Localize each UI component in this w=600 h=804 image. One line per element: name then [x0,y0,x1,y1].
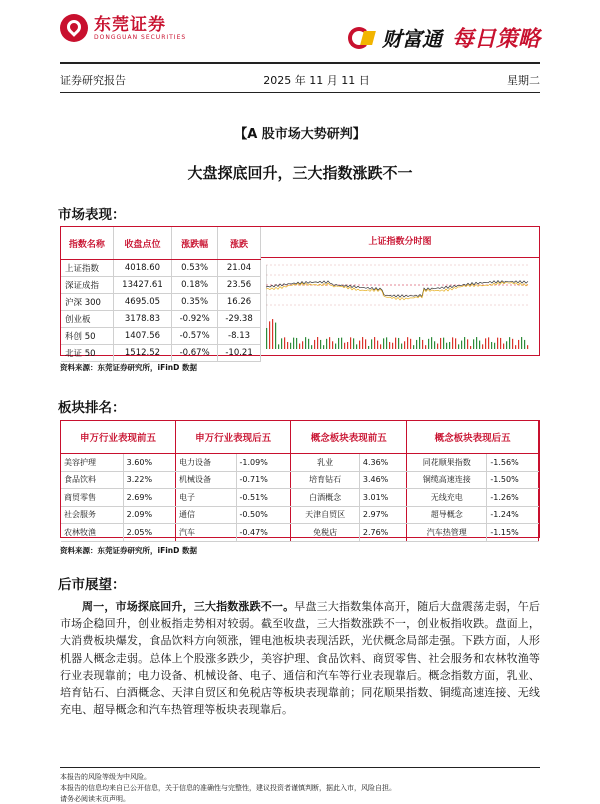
volume-bar [362,337,363,349]
volume-bar [332,341,333,349]
volume-bar [392,343,393,349]
volume-bar [491,342,492,349]
volume-bar [386,337,387,349]
volume-bar [398,338,399,349]
index-cell: 0.18% [172,277,218,294]
volume-bar [419,337,420,349]
brand-daily-strategy: 每日策略 [451,26,540,52]
volume-bar [266,328,267,349]
index-header-3: 涨跌 [218,227,261,260]
doc-type: 证券研究报告 [60,74,126,87]
index-cell: 创业板 [61,311,113,328]
index-cell: 4018.60 [113,260,171,277]
volume-bar [380,344,381,349]
volume-bar [296,338,297,349]
volume-bar [452,337,453,349]
volume-bar [326,339,327,349]
volume-bar [317,337,318,349]
table-row [61,328,261,345]
sector-name: 超导概念 [407,506,487,524]
sector-change: -1.26% [487,489,539,507]
volume-bar [356,344,357,349]
sector-group-title: 申万行业表现后五 [176,421,291,454]
volume-bar [431,337,432,349]
sector-change: -1.50% [487,471,539,489]
volume-bar [308,339,309,349]
market-source: 资料来源：东莞证券研究所，iFinD 数据 [60,363,197,372]
table-row [61,471,539,489]
volume-bar [500,338,501,349]
index-cell: 3178.83 [113,311,171,328]
volume-bar [464,337,465,349]
sector-name: 天津自贸区 [291,506,360,524]
volume-bar [389,342,390,349]
index-header-1: 收盘点位 [113,227,171,260]
volume-bar [509,337,510,349]
volume-bar [476,337,477,349]
volume-bar [506,341,507,349]
sector-name: 电子 [176,489,236,507]
intraday-chart [266,261,534,353]
sector-group-title: 概念板块表现后五 [407,421,539,454]
volume-bar [269,321,270,349]
volume-bar [449,342,450,349]
logo-english: DONGGUAN SECURITIES [94,33,187,41]
table-row [61,311,261,328]
table-row [61,489,539,507]
table-row [61,345,261,362]
volume-bar [338,338,339,349]
index-cell: 4695.05 [113,294,171,311]
volume-bar [350,337,351,349]
footer-risk: 本报告的风险等级为中风险。 [60,773,151,781]
index-cell: 16.26 [218,294,261,311]
volume-bar [512,339,513,349]
volume-bar [383,338,384,349]
volume-bar [365,339,366,349]
chart-title: 上证指数分时图 [261,227,539,258]
volume-bar [272,319,273,349]
dongguan-logo [60,14,186,42]
sector-name: 机械设备 [176,471,236,489]
sector-change: -1.15% [487,524,539,542]
volume-bar [446,343,447,349]
sector-change: 4.36% [359,454,406,472]
index-cell: -0.92% [172,311,218,328]
sector-change: 2.05% [123,524,175,542]
sector-name: 同花顺果指数 [407,454,487,472]
sector-change: 2.69% [123,489,175,507]
market-box [60,226,540,359]
index-cell: -8.13 [218,328,261,345]
volume-bar [503,344,504,349]
volume-bar [323,345,324,349]
sector-name: 电力设备 [176,454,236,472]
sector-change: -0.51% [236,489,291,507]
index-cell: 深证成指 [61,277,113,294]
index-cell: 0.53% [172,260,218,277]
volume-bar [479,341,480,349]
weekday: 星期二 [506,74,540,87]
table-row [61,294,261,311]
logo-mark-icon [60,14,88,42]
sector-change: 3.46% [359,471,406,489]
logo-text: 东莞证券 [94,14,166,35]
volume-bar [470,346,471,349]
average-line [266,282,528,300]
volume-bar [395,338,396,349]
volume-bar [485,338,486,349]
brand-caifutong: 财富通 [381,27,442,51]
sector-change: 2.09% [123,506,175,524]
sector-name: 社会服务 [61,506,123,524]
volume-bar [467,339,468,349]
volume-bar [473,339,474,349]
index-header-0: 指数名称 [61,227,113,260]
section-outlook-title: 后市展望： [58,577,126,593]
sector-change: 2.76% [359,524,406,542]
volume-bar [524,340,525,349]
volume-bar [527,345,528,349]
volume-bar [515,345,516,349]
caifutong-logo-icon [348,25,380,51]
sector-change: 3.60% [123,454,175,472]
volume-bar [401,344,402,349]
sector-change: 3.22% [123,471,175,489]
volume-bar [413,345,414,349]
sector-name: 通信 [176,506,236,524]
sector-name: 乳业 [291,454,360,472]
volume-bar [440,338,441,349]
volume-bar [311,345,312,349]
volume-bar [521,337,522,349]
volume-bar [410,339,411,349]
volume-bar [482,344,483,349]
sector-name: 食品饮料 [61,471,123,489]
sector-change: -0.50% [236,506,291,524]
volume-bar [488,337,489,349]
table-row [61,260,261,277]
footer-disclaimer: 本报告的信息均来自已公开信息，关于信息的准确性与完整性，建议投资者谨慎判断，据此入市，风险自担。 [60,784,396,792]
index-cell: -10.21 [218,345,261,362]
volume-bar [497,338,498,349]
table-row [61,277,261,294]
brand-banner [348,22,540,53]
sector-source: 资料来源：东莞证券研究所，iFinD 数据 [60,546,197,555]
index-cell: -29.38 [218,311,261,328]
outlook-lead: 周一，市场探底回升，三大指数涨跌不一。 [82,600,295,613]
index-cell: 1407.56 [113,328,171,345]
index-cell: 23.56 [218,277,261,294]
index-cell: -0.57% [172,328,218,345]
volume-bar [341,338,342,349]
volume-bar [290,343,291,349]
sector-box [60,420,540,538]
sector-change: -0.47% [236,524,291,542]
volume-bar [320,340,321,349]
volume-bar [422,340,423,349]
price-line [266,281,528,298]
index-cell: 0.35% [172,294,218,311]
sector-name: 铜缆高速连接 [407,471,487,489]
volume-bar [416,340,417,349]
index-header-2: 涨跌幅 [172,227,218,260]
footer-divider [60,767,540,768]
volume-bar [347,342,348,349]
volume-bar [275,323,276,349]
sector-group-title: 申万行业表现前五 [61,421,176,454]
volume-bar [368,346,369,349]
volume-bar [377,341,378,349]
header-divider [60,62,540,64]
volume-bar [428,339,429,349]
report-headline: 大盘探底回升，三大指数涨跌不一 [187,164,413,182]
index-cell: 沪深 300 [61,294,113,311]
volume-bar [407,337,408,349]
volume-bar [458,344,459,349]
volume-bar [443,338,444,349]
sector-name: 白酒概念 [291,489,360,507]
index-cell: 上证指数 [61,260,113,277]
volume-bar [344,343,345,349]
sector-name: 农林牧渔 [61,524,123,542]
sector-name: 免税店 [291,524,360,542]
volume-bar [461,341,462,349]
volume-bar [494,343,495,349]
volume-bar [425,345,426,349]
sector-name: 无线充电 [407,489,487,507]
index-cell: -0.67% [172,345,218,362]
sector-name: 培育钻石 [291,471,360,489]
sector-change: -1.56% [487,454,539,472]
sector-name: 汽车 [176,524,236,542]
sector-change: -1.09% [236,454,291,472]
sector-change: -0.71% [236,471,291,489]
sector-change: 3.01% [359,489,406,507]
volume-bar [287,342,288,349]
volume-bar [302,341,303,349]
volume-bar [359,341,360,349]
outlook-body: 早盘三大指数集体高开，随后大盘震荡走弱，午后市场企稳回升，创业板指走势相对较弱。截至收盘，三大指数涨跌不一，创业板指收跌。盘面上，大消费板块爆发，食品饮料方向领涨，锂电池板块表现活跃，光伏概念局部走强。下跌方面，人形机器人概念走弱。总体上个股涨多跌少，美容护理、食品饮料、商贸零售、社会服务和农林牧渔等行业表现靠前；电力设备、机械设备、电子、通信和汽车等行业表现靠后。概念指数方面，乳业、培育钻石、白酒概念、天津自贸区和免税店等板块表现靠前；同花顺果指数、铜缆高速连接、无线充电、超导概念和汽车热管理等板块表现靠后。 [60,600,540,717]
table-row [61,524,539,542]
volume-bar [335,344,336,349]
volume-bar [404,341,405,349]
volume-bar [281,338,282,349]
sector-name: 汽车热管理 [407,524,487,542]
table-row [61,454,539,472]
section-sector-title: 板块排名： [58,400,126,416]
volume-bar [518,340,519,349]
section-market-title: 市场表现： [58,207,126,223]
volume-bar [278,344,279,349]
sector-change: -1.24% [487,506,539,524]
index-cell: 北证 50 [61,345,113,362]
sector-name: 美容护理 [61,454,123,472]
volume-bar [299,344,300,349]
volume-bar [284,337,285,349]
volume-bar [437,344,438,349]
header-info-row [60,72,540,88]
report-category-title: 【A 股市场大势研判】 [234,127,366,142]
volume-bar [329,337,330,349]
volume-bar [374,337,375,349]
volume-bar [371,339,372,349]
footer-notice: 请务必阅读末页声明。 [60,795,130,803]
index-cell: 科创 50 [61,328,113,345]
sector-change: 2.97% [359,506,406,524]
index-table [61,227,261,362]
volume-bar [305,337,306,349]
index-cell: 1512.52 [113,345,171,362]
volume-bar [455,338,456,349]
sector-table [61,421,539,542]
volume-bar [353,338,354,349]
report-date: 2025 年 11 月 11 日 [263,74,370,87]
outlook-paragraph [60,598,540,718]
header-divider-bottom [60,92,540,93]
sector-group-title: 概念板块表现前五 [291,421,407,454]
volume-bar [314,340,315,349]
index-cell: 21.04 [218,260,261,277]
volume-bar [434,341,435,349]
table-row [61,506,539,524]
volume-bar [293,338,294,349]
index-cell: 13427.61 [113,277,171,294]
sector-name: 商贸零售 [61,489,123,507]
